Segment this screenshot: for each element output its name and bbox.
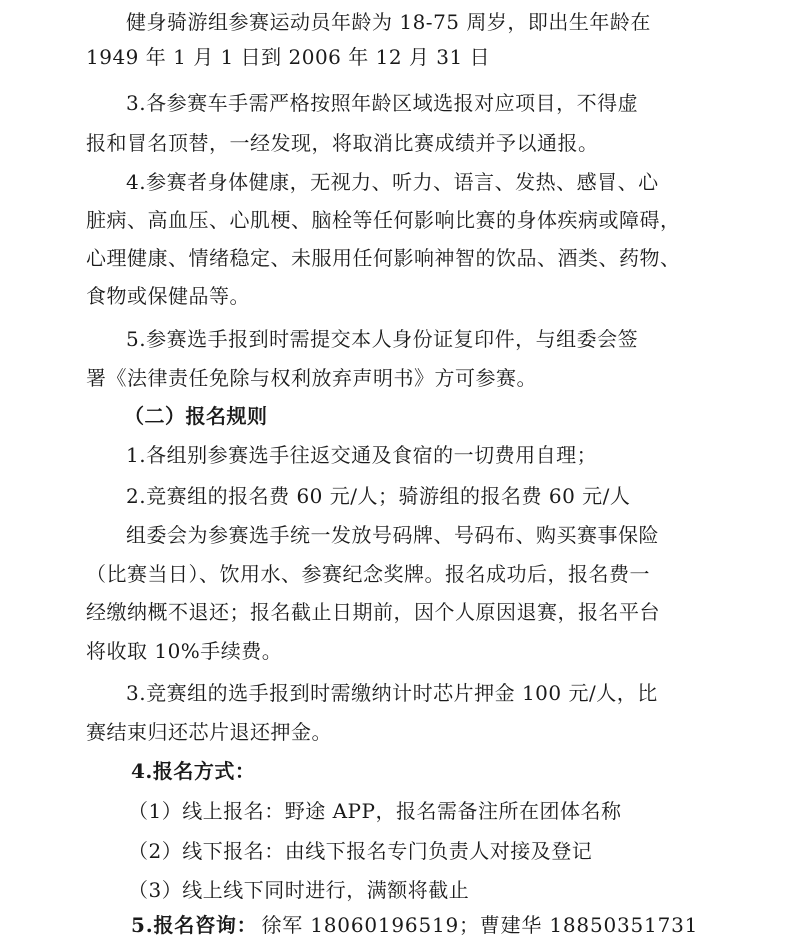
text-line: 2.竞赛组的报名费 60 元/人；骑游组的报名费 60 元/人 bbox=[126, 484, 631, 508]
text-line: 1.各组别参赛选手往返交通及食宿的一切费用自理； bbox=[126, 443, 598, 467]
text-line: 心理健康、情绪稳定、未服用任何影响神智的饮品、酒类、药物、 bbox=[86, 246, 681, 270]
text-line: 3.各参赛车手需严格按照年龄区域选报对应项目，不得虚 bbox=[126, 91, 639, 115]
method-item: （2）线下报名：由线下报名专门负责人对接及登记 bbox=[128, 839, 593, 863]
text-line: 食物或保健品等。 bbox=[86, 284, 250, 308]
text-line: 赛结束归还芯片退还押金。 bbox=[86, 720, 332, 744]
method-item: （1）线上报名：野途 APP，报名需备注所在团体名称 bbox=[128, 799, 622, 823]
contact-line bbox=[131, 911, 698, 939]
text-line: 组委会为参赛选手统一发放号码牌、号码布、购买赛事保险 bbox=[126, 523, 659, 547]
contact-label: 5.报名咨询： bbox=[131, 913, 258, 937]
text-line: 经缴纳概不退还；报名截止日期前，因个人原因退赛，报名平台 bbox=[86, 600, 660, 624]
text-line: 健身骑游组参赛运动员年龄为 18-75 周岁，即出生年龄在 bbox=[126, 10, 651, 34]
text-line: 署《法律责任免除与权利放弃声明书》方可参赛。 bbox=[86, 366, 537, 390]
text-line: 4.参赛者身体健康，无视力、听力、语言、发热、感冒、心 bbox=[126, 170, 659, 194]
method-item: （3）线上线下同时进行，满额将截止 bbox=[128, 878, 470, 902]
text-line: 将收取 10%手续费。 bbox=[86, 639, 283, 663]
section-heading: （二）报名规则 bbox=[124, 404, 268, 428]
text-line: 1949 年 1 月 1 日到 2006 年 12 月 31 日 bbox=[86, 45, 491, 69]
contact-value: 徐军 18060196519；曹建华 18850351731 bbox=[261, 913, 699, 937]
method-heading: 4.报名方式： bbox=[131, 759, 256, 783]
text-line: 5.参赛选手报到时需提交本人身份证复印件，与组委会签 bbox=[126, 327, 639, 351]
text-line: （比赛当日）、饮用水、参赛纪念奖牌。报名成功后，报名费一 bbox=[86, 562, 650, 586]
text-line: 3.竞赛组的选手报到时需缴纳计时芯片押金 100 元/人，比 bbox=[126, 681, 658, 705]
text-line: 报和冒名顶替，一经发现，将取消比赛成绩并予以通报。 bbox=[86, 131, 599, 155]
text-line: 脏病、高血压、心肌梗、脑栓等任何影响比赛的身体疾病或障碍， bbox=[86, 208, 681, 232]
